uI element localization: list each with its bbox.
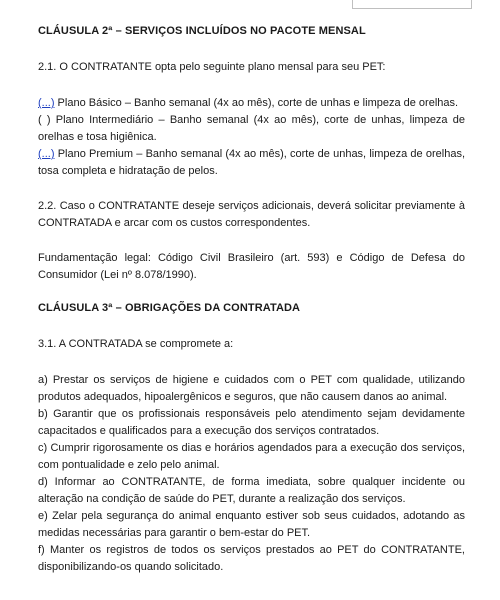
clause-2-2-paragraph: 2.2. Caso o CONTRATANTE deseje serviços adicionais, deverá solicitar previamente à CONTRATADA e arcar com os custos correspondentes.	[38, 200, 465, 229]
plan-option-basic	[38, 95, 465, 112]
plan-option-intermediate-mark: ( )	[38, 114, 51, 126]
clause-2-1-paragraph: 2.1. O CONTRATANTE opta pelo seguinte plano mensal para seu PET:	[38, 61, 386, 73]
obligation-item-c: c) Cumprir rigorosamente os dias e horários agendados para a execução dos serviços, com pontualidade e zelo pelo animal.	[38, 442, 465, 471]
obligation-item-a: a) Prestar os serviços de higiene e cuidados com o PET com qualidade, utilizando produtos adequados, hipoalergênicos e seguros, que não causem danos ao animal.	[38, 374, 465, 403]
plan-option-premium-mark[interactable]: (...)	[38, 148, 55, 160]
top-partial-field	[352, 0, 472, 9]
obligation-item-d: d) Informar ao CONTRATANTE, de forma imediata, sobre qualquer incidente ou alteração na condição de saúde do PET, durante a realização dos serviços.	[38, 476, 465, 505]
plan-option-intermediate	[38, 112, 465, 146]
plan-option-premium	[38, 146, 465, 180]
plan-options	[38, 95, 465, 180]
plan-option-basic-mark[interactable]: (...)	[38, 97, 55, 109]
obligations-list	[38, 372, 465, 576]
obligation-item-f: f) Manter os registros de todos os serviços prestados ao PET do CONTRATANTE, disponibilizando-os quando solicitado.	[38, 544, 465, 573]
legal-basis-paragraph: Fundamentação legal: Código Civil Brasileiro (art. 593) e Código de Defesa do Consumidor (Lei nº 8.078/1990).	[38, 252, 465, 281]
plan-option-basic-text: Plano Básico – Banho semanal (4x ao mês), corte de unhas e limpeza de orelhas.	[54, 97, 459, 109]
obligation-item-b: b) Garantir que os profissionais responsáveis pelo atendimento sejam devidamente capacitados e qualificados para a execução dos serviços contratados.	[38, 408, 465, 437]
document-page	[38, 23, 465, 576]
clause-3-1-paragraph: 3.1. A CONTRATADA se compromete a:	[38, 338, 234, 350]
clause-3-heading: CLÁUSULA 3ª – OBRIGAÇÕES DA CONTRATADA	[38, 302, 301, 314]
plan-option-intermediate-text: Plano Intermediário – Banho semanal (4x ao mês), corte de unhas, limpeza de orelhas e tosa higiênica.	[38, 114, 465, 143]
obligation-item-e: e) Zelar pela segurança do animal enquanto estiver sob seus cuidados, adotando as medidas necessárias para garantir o bem-estar do PET.	[38, 510, 465, 539]
plan-option-premium-text: Plano Premium – Banho semanal (4x ao mês), corte de unhas, limpeza de orelhas, tosa completa e hidratação de pelos.	[38, 148, 465, 177]
clause-2-heading: CLÁUSULA 2ª – SERVIÇOS INCLUÍDOS NO PACOTE MENSAL	[38, 25, 366, 37]
